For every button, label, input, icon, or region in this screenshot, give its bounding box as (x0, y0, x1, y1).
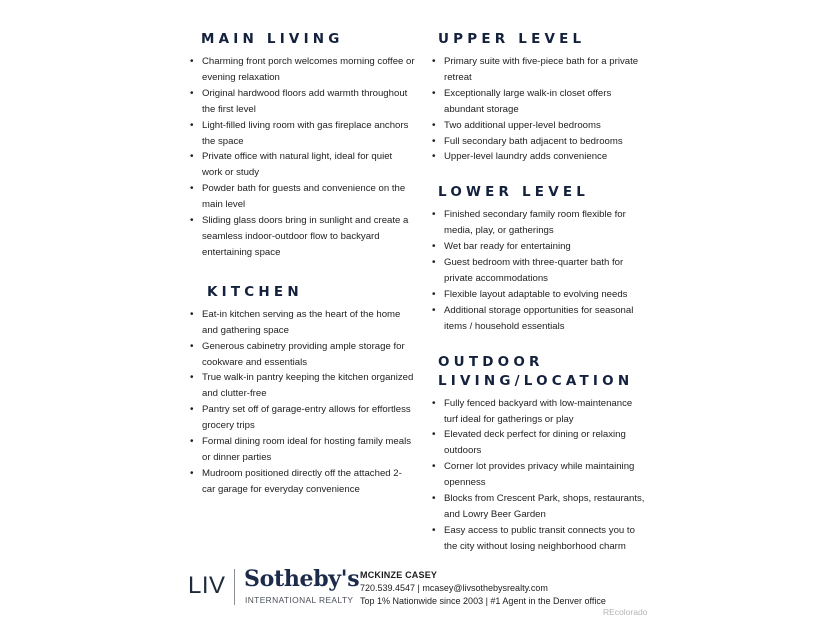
list-item: • Powder bath for guests and convenience on the main level (190, 181, 415, 213)
list-item: • Primary suite with five-piece bath for a private retreat (432, 54, 647, 86)
section-kitchen (190, 283, 415, 498)
list-item: • Additional storage opportunities for seasonal items / household essentials (432, 303, 647, 335)
feature-list (190, 54, 415, 261)
list-item: • True walk-in pantry keeping the kitchen organized and clutter-free (190, 370, 415, 402)
watermark: REcolorado (603, 607, 648, 617)
logo-subtitle: INTERNATIONAL REALTY (245, 595, 354, 605)
agent-name: MCKINZE CASEY (360, 570, 438, 580)
logo-brand: Sotheby's (244, 566, 360, 592)
section-heading: KITCHEN (207, 283, 303, 300)
section-outdoor-living (432, 353, 647, 555)
list-item: • Fully fenced backyard with low-maintenance turf ideal for gatherings or play (432, 396, 647, 428)
list-item: • Finished secondary family room flexible for media, play, or gatherings (432, 207, 647, 239)
list-item: • Easy access to public transit connects you to the city without losing neighborhood charm (432, 523, 647, 555)
list-item: • Original hardwood floors add warmth throughout the first level (190, 86, 415, 118)
list-item: • Exceptionally large walk-in closet offers abundant storage (432, 86, 647, 118)
list-item: • Charming front porch welcomes morning coffee or evening relaxation (190, 54, 415, 86)
list-item: • Private office with natural light, ideal for quiet work or study (190, 149, 415, 181)
section-heading: OUTDOOR LIVING/LOCATION (438, 353, 634, 389)
list-item: • Wet bar ready for entertaining (432, 239, 647, 255)
agent-contact: 720.539.4547 | mcasey@livsothebysrealty.com (360, 583, 548, 593)
agent-info (360, 569, 606, 608)
list-item: • Elevated deck perfect for dining or relaxing outdoors (432, 427, 647, 459)
list-item: • Flexible layout adaptable to evolving needs (432, 287, 647, 303)
footer (186, 565, 656, 615)
list-item: • Upper-level laundry adds convenience (432, 149, 647, 165)
section-heading: LOWER LEVEL (438, 184, 590, 201)
section-heading: UPPER LEVEL (438, 31, 586, 47)
list-item: • Blocks from Crescent Park, shops, restaurants, and Lowry Beer Garden (432, 491, 647, 523)
list-item: • Formal dining room ideal for hosting family meals or dinner parties (190, 434, 415, 466)
list-item: • Guest bedroom with three-quarter bath for private accommodations (432, 255, 647, 287)
left-column (190, 30, 415, 516)
section-main-living (190, 30, 415, 261)
section-upper-level (432, 30, 647, 165)
list-item: • Two additional upper-level bedrooms (432, 118, 647, 134)
list-item: • Corner lot provides privacy while maintaining openness (432, 459, 647, 491)
feature-list (432, 54, 647, 165)
section-heading: MAIN LIVING (201, 31, 344, 47)
list-item: • Sliding glass doors bring in sunlight and create a seamless indoor-outdoor flow to backyard entertaining space (190, 213, 415, 261)
list-item: • Full secondary bath adjacent to bedrooms (432, 134, 647, 150)
list-item: • Eat-in kitchen serving as the heart of the home and gathering space (190, 307, 415, 339)
list-item: • Light-filled living room with gas fireplace anchors the space (190, 118, 415, 150)
list-item: • Generous cabinetry providing ample storage for cookware and essentials (190, 339, 415, 371)
logo-liv: LIV (188, 572, 226, 599)
section-lower-level (432, 183, 647, 334)
feature-list (432, 396, 647, 555)
logo-divider (234, 569, 235, 605)
list-item: • Mudroom positioned directly off the attached 2-car garage for everyday convenience (190, 466, 415, 498)
feature-list (190, 307, 415, 498)
list-item: • Pantry set off of garage-entry allows for effortless grocery trips (190, 402, 415, 434)
right-column (432, 30, 647, 573)
agent-tagline: Top 1% Nationwide since 2003 | #1 Agent in the Denver office (360, 596, 606, 606)
feature-list (432, 207, 647, 334)
